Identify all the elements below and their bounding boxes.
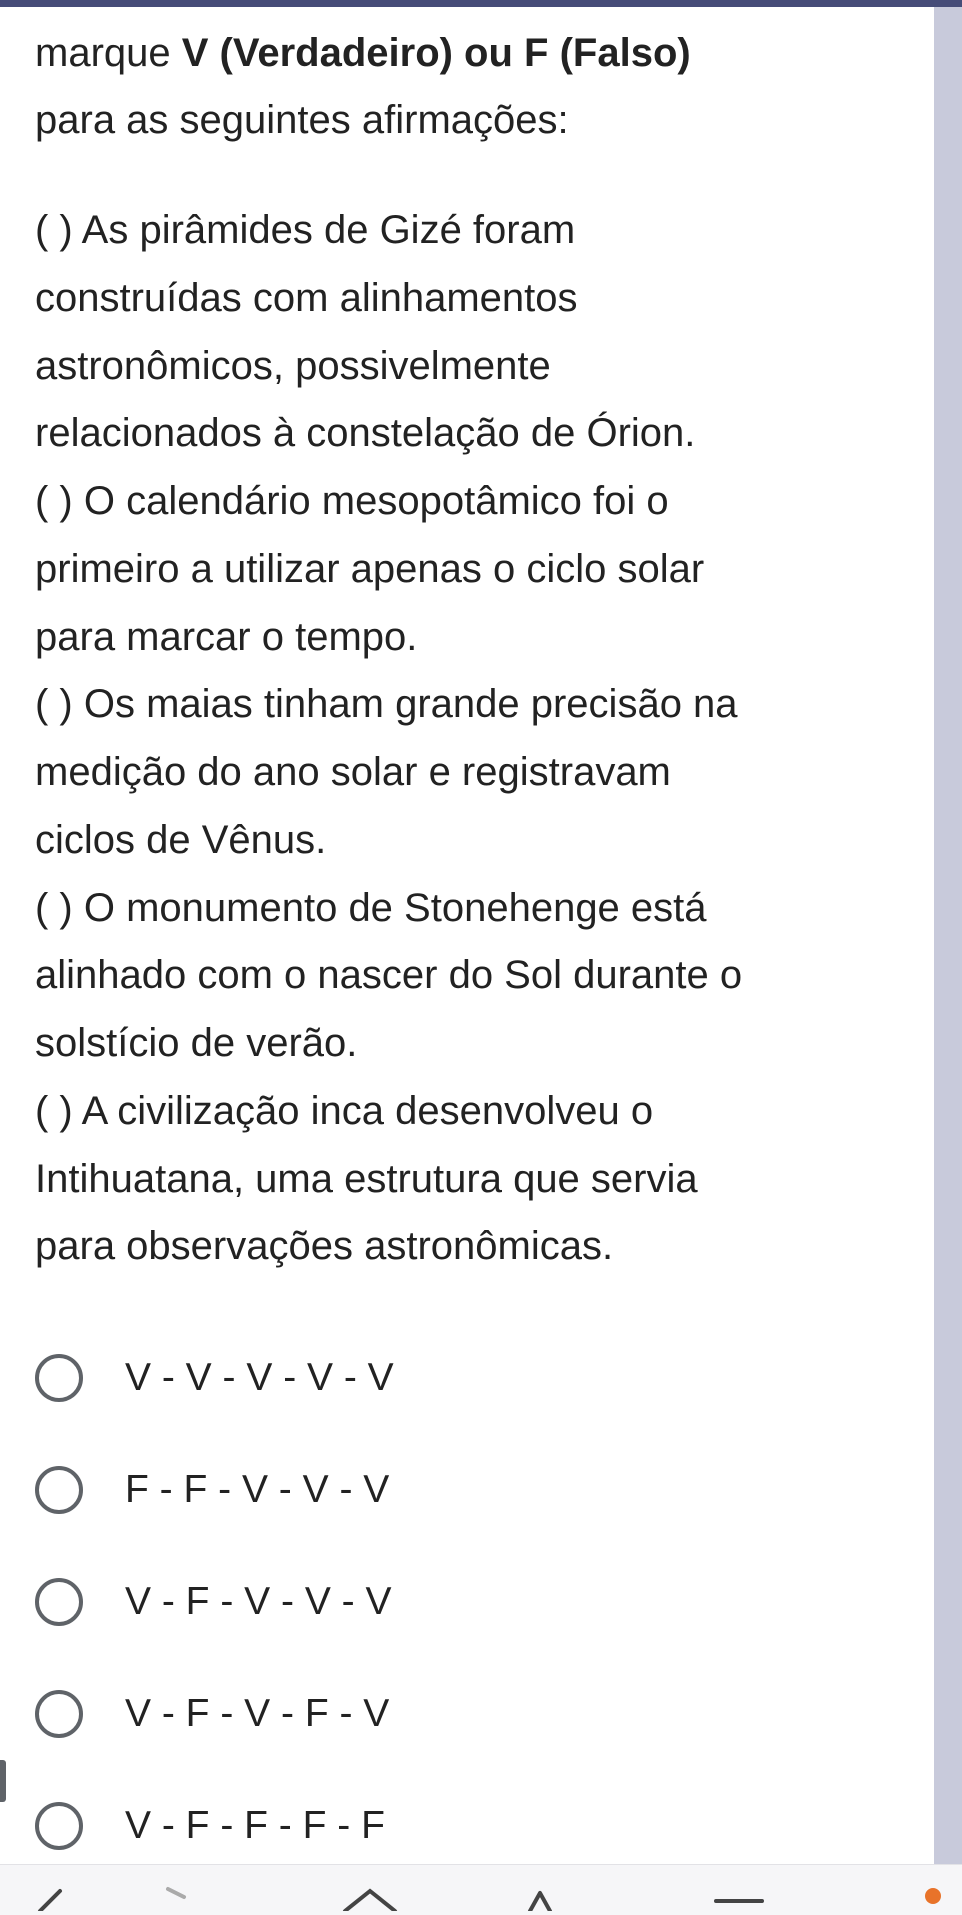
radio-button[interactable]: [35, 1466, 83, 1514]
statement-line: ( ) As pirâmides de Gizé foram: [35, 208, 576, 252]
intro-text: marque: [35, 31, 182, 75]
radio-button[interactable]: [35, 1802, 83, 1850]
statement-line: ciclos de Vênus.: [35, 818, 327, 862]
statement-line: construídas com alinhamentos: [35, 276, 578, 320]
statement-line: relacionados à constelação de Órion.: [35, 411, 696, 455]
answer-option-1[interactable]: [35, 1352, 735, 1412]
option-label: V - F - V - V - V: [125, 1580, 392, 1623]
option-label: V - F - F - F - F: [125, 1804, 385, 1847]
answer-option-5[interactable]: [35, 1800, 735, 1860]
statement-line: primeiro a utilizar apenas o ciclo solar: [35, 547, 705, 591]
statement-line: ( ) O calendário mesopotâmico foi o: [35, 479, 669, 523]
statement-line: para marcar o tempo.: [35, 615, 418, 659]
scrollbar-track[interactable]: [934, 7, 962, 1864]
radio-button[interactable]: [35, 1354, 83, 1402]
tab-icon[interactable]: [160, 1871, 200, 1911]
back-chevron-icon[interactable]: [30, 1871, 70, 1911]
intro-bold-text: V (Verdadeiro) ou F (Falso): [181, 31, 691, 75]
statement-line: astronômicos, possivelmente: [35, 344, 551, 388]
answer-option-4[interactable]: [35, 1688, 735, 1748]
list-icon[interactable]: [710, 1871, 770, 1911]
navigation-bar: [0, 1864, 962, 1915]
option-label: V - F - V - F - V: [125, 1692, 390, 1735]
statement-line: alinhado com o nascer do Sol durante o: [35, 953, 743, 997]
statement-line: para observações astronômicas.: [35, 1224, 614, 1268]
notification-dot-icon: [925, 1888, 941, 1904]
radio-button[interactable]: [35, 1690, 83, 1738]
home-icon[interactable]: [340, 1871, 400, 1911]
statement-line: ( ) Os maias tinham grande precisão na: [35, 682, 738, 726]
intro-text: para as seguintes afirmações:: [35, 98, 569, 142]
intro-line-2: [35, 96, 569, 144]
answer-option-2[interactable]: [35, 1464, 735, 1524]
statement-line: ( ) O monumento de Stonehenge está: [35, 886, 707, 930]
answer-option-3[interactable]: [35, 1576, 735, 1636]
statement-line: solstício de verão.: [35, 1021, 358, 1065]
intro-line-1: [35, 29, 691, 77]
edge-handle[interactable]: [0, 1760, 6, 1802]
menu-icon[interactable]: [520, 1871, 560, 1911]
statement-line: medição do ano solar e registravam: [35, 750, 671, 794]
option-label: V - V - V - V - V: [125, 1356, 394, 1399]
option-label: F - F - V - V - V: [125, 1468, 390, 1511]
statement-line: ( ) A civilização inca desenvolveu o: [35, 1089, 654, 1133]
radio-button[interactable]: [35, 1578, 83, 1626]
statement-line: Intihuatana, uma estrutura que servia: [35, 1157, 698, 1201]
